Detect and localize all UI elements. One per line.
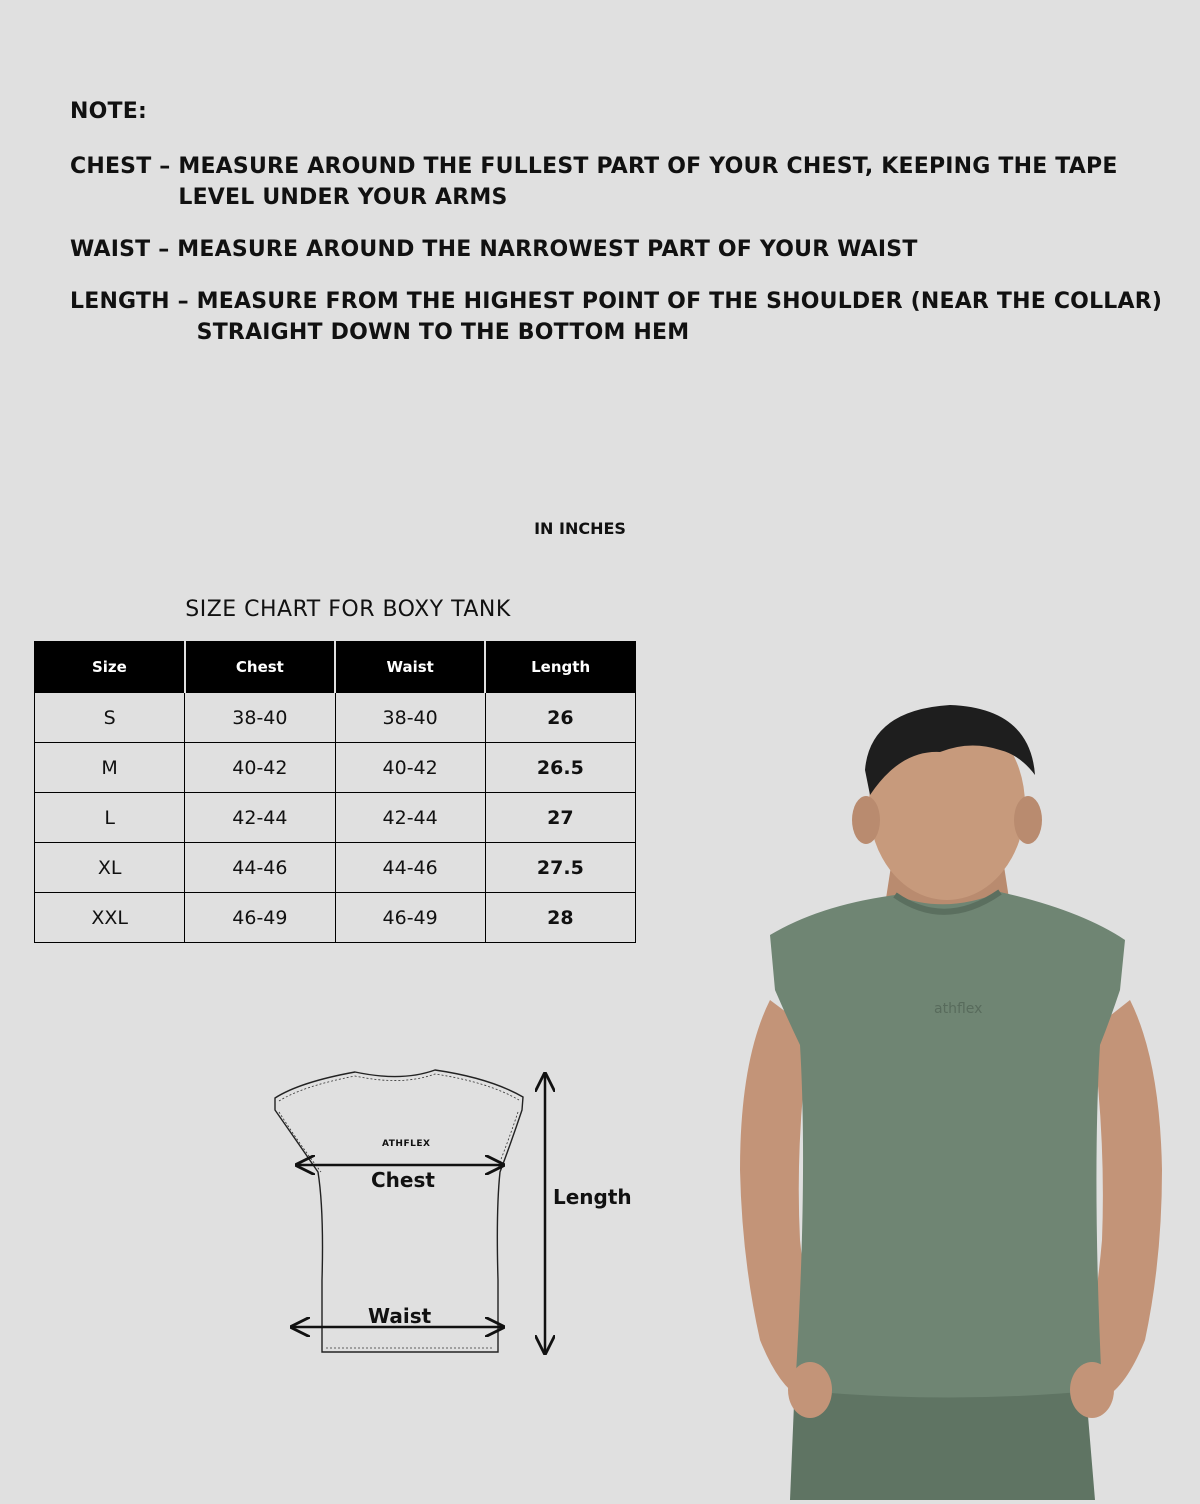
- cell-waist: 40-42: [335, 743, 485, 793]
- note-separator: –: [150, 237, 178, 262]
- note-term: WAIST: [70, 237, 151, 262]
- header-size: Size: [35, 642, 185, 693]
- units-label: IN INCHES: [534, 519, 626, 538]
- cell-length: 26.5: [485, 743, 635, 793]
- model-photo: [700, 700, 1200, 1500]
- cell-length: 27.5: [485, 843, 635, 893]
- note-description: MEASURE AROUND THE NARROWEST PART OF YOUR WAIST: [177, 237, 918, 262]
- note-length: [70, 286, 1170, 348]
- table-row: [35, 793, 636, 843]
- note-title: NOTE:: [70, 99, 147, 124]
- note-separator: –: [169, 289, 197, 314]
- table-row: [35, 743, 636, 793]
- cell-waist: 44-46: [335, 843, 485, 893]
- cell-size: L: [35, 793, 185, 843]
- size-chart-title: SIZE CHART FOR BOXY TANK: [185, 597, 511, 622]
- cell-chest: 40-42: [185, 743, 335, 793]
- model-tank: [770, 892, 1125, 1398]
- note-description: MEASURE FROM THE HIGHEST POINT OF THE SHOULDER (NEAR THE COLLAR) STRAIGHT DOWN TO THE BOTTOM HEM: [196, 289, 1163, 345]
- shirt-logo: athflex: [934, 1001, 983, 1017]
- table-header-row: [35, 642, 636, 693]
- table-row: [35, 693, 636, 743]
- cell-length: 26: [485, 693, 635, 743]
- tank-outline-graphic: [260, 1060, 660, 1370]
- table-row: [35, 843, 636, 893]
- header-length: Length: [485, 642, 635, 693]
- model-wearing-tank-image: [700, 700, 1200, 1500]
- measurement-notes: [70, 96, 1170, 369]
- cell-waist: 46-49: [335, 893, 485, 943]
- size-chart-table: [34, 641, 636, 943]
- header-waist: Waist: [335, 642, 485, 693]
- diagram-brand-label: ATHFLEX: [382, 1139, 431, 1149]
- length-label: Length: [553, 1185, 632, 1209]
- cell-length: 27: [485, 793, 635, 843]
- cell-chest: 44-46: [185, 843, 335, 893]
- cell-waist: 42-44: [335, 793, 485, 843]
- cell-waist: 38-40: [335, 693, 485, 743]
- note-separator: –: [151, 154, 179, 179]
- note-term: LENGTH: [70, 289, 170, 314]
- tank-measurement-diagram: [260, 1060, 660, 1370]
- note-description: MEASURE AROUND THE FULLEST PART OF YOUR CHEST, KEEPING THE TAPE LEVEL UNDER YOUR ARMS: [178, 154, 1118, 210]
- cell-chest: 38-40: [185, 693, 335, 743]
- table-row: [35, 893, 636, 943]
- note-chest: [70, 151, 1170, 213]
- cell-chest: 42-44: [185, 793, 335, 843]
- cell-size: S: [35, 693, 185, 743]
- cell-length: 28: [485, 893, 635, 943]
- cell-size: XL: [35, 843, 185, 893]
- chest-label: Chest: [371, 1168, 435, 1192]
- cell-size: M: [35, 743, 185, 793]
- header-chest: Chest: [185, 642, 335, 693]
- note-term: CHEST: [70, 154, 152, 179]
- note-waist: [70, 234, 1170, 265]
- waist-label: Waist: [368, 1304, 432, 1328]
- cell-chest: 46-49: [185, 893, 335, 943]
- cell-size: XXL: [35, 893, 185, 943]
